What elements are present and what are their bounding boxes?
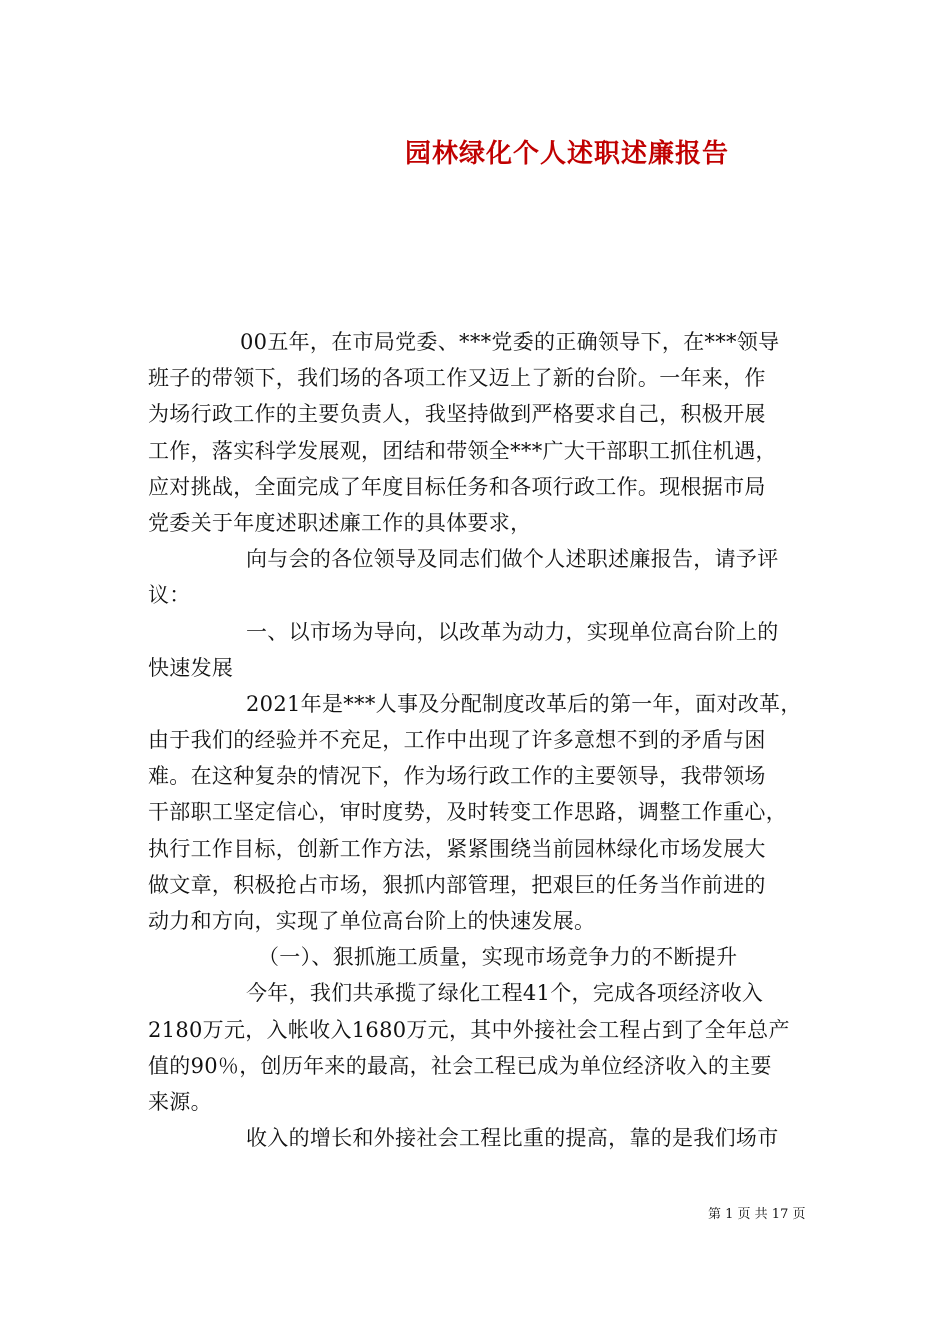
paragraph-line: 收入的增长和外接社会工程比重的提高，靠的是我们场市 (246, 1126, 779, 1151)
paragraph-line: 工作，落实科学发展观，团结和带领全***广大干部职工抓住机遇， (148, 438, 777, 463)
paragraph-line: 由于我们的经验并不充足，工作中出现了许多意想不到的矛盾与困 (148, 728, 766, 753)
paragraph-line: 议： (148, 583, 191, 608)
paragraph-line: 应对挑战，全面完成了年度目标任务和各项行政工作。现根据市局 (148, 474, 766, 499)
paragraph-line: 00五年，在市局党委、***党委的正确领导下，在***领导 (240, 330, 780, 354)
paragraph-line: 为场行政工作的主要负责人，我坚持做到严格要求自己，积极开展 (148, 402, 766, 427)
paragraph-line: 班子的带领下，我们场的各项工作又迈上了新的台阶。一年来，作 (148, 366, 766, 391)
paragraph-line: 执行工作目标，创新工作方法，紧紧围绕当前园林绿化市场发展大 (148, 836, 766, 861)
paragraph-line: 动力和方向，实现了单位高台阶上的快速发展。 (148, 909, 596, 933)
paragraph-line: 难。在这种复杂的情况下，作为场行政工作的主要领导，我带领场 (148, 764, 766, 789)
paragraph-line: 做文章，积极抢占市场，狠抓内部管理，把艰巨的任务当作前进的 (148, 872, 766, 897)
paragraph-line: 今年，我们共承揽了绿化工程41个，完成各项经济收入 (246, 981, 764, 1006)
paragraph-line: 2180万元，入帐收入1680万元，其中外接社会工程占到了全年总产 (148, 1017, 790, 1042)
paragraph-line: 来源。 (148, 1089, 212, 1114)
paragraph-line: 干部职工坚定信心，审时度势，及时转变工作思路，调整工作重心， (148, 800, 787, 825)
section-heading-line: 一、以市场为导向，以改革为动力，实现单位高台阶上的 (246, 619, 779, 644)
paragraph-line: 值的90％，创历年来的最高，社会工程已成为单位经济收入的主要 (148, 1053, 772, 1078)
paragraph-line: 2021年是***人事及分配制度改革后的第一年，面对改革， (246, 691, 802, 716)
section-heading-line: 快速发展 (148, 655, 234, 680)
body-text (148, 324, 810, 1156)
paragraph-line: 党委关于年度述职述廉工作的具体要求， (148, 510, 532, 535)
page-number-footer: 第 1 页 共 17 页 (708, 1207, 806, 1222)
subsection-heading-line: （一）、狠抓施工质量，实现市场竞争力的不断提升 (258, 945, 738, 970)
paragraph-line: 向与会的各位领导及同志们做个人述职述廉报告，请予评 (246, 547, 779, 572)
document-title: 园林绿化个人述职述廉报告 (404, 139, 729, 169)
